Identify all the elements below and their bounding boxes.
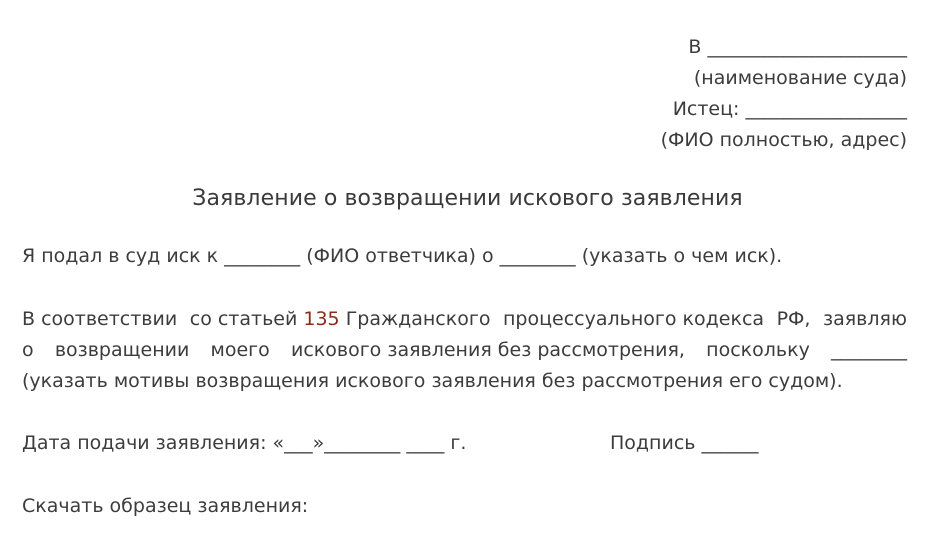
paragraph-request: [22, 304, 907, 397]
word: заявляю: [823, 308, 907, 330]
word: о: [22, 339, 34, 361]
addressee-block: [661, 32, 907, 156]
plaintiff-hint: (ФИО полностью, адрес): [660, 129, 907, 151]
word: РФ,: [776, 308, 811, 330]
word: В соответствии: [22, 308, 178, 330]
download-sample-label: Скачать образец заявления:: [22, 495, 309, 517]
word: со статьей 135 Гражданского: [189, 308, 491, 330]
paragraph-claim: Я подал в суд иск к ________ (ФИО ответчика) о ________ (указать о чем иск).: [22, 245, 783, 267]
word: возвращении: [54, 339, 190, 361]
court-line: В _____________________: [688, 36, 907, 58]
date-line: Дата подачи заявления: «___»________ ____ г.: [22, 432, 467, 454]
date-signature-row: [22, 428, 907, 459]
word: поскольку: [706, 339, 810, 361]
word: моего: [210, 339, 270, 361]
word: ________: [831, 339, 907, 361]
plaintiff-line: Истец: _________________: [672, 98, 907, 120]
document-title: Заявление о возвращении искового заявления: [192, 186, 743, 211]
signature-line: Подпись ______: [610, 432, 759, 454]
paragraph-request-line-3: (указать мотивы возвращения искового заявления без рассмотрения его судом).: [22, 370, 843, 392]
paragraph-request-line-2: [22, 335, 907, 366]
article-number-link[interactable]: 135: [303, 308, 340, 330]
word: процессуального кодекса: [503, 308, 765, 330]
word: искового заявления без рассмотрения,: [290, 339, 685, 361]
court-hint: (наименование суда): [693, 67, 907, 89]
paragraph-request-line-1: [22, 304, 907, 335]
